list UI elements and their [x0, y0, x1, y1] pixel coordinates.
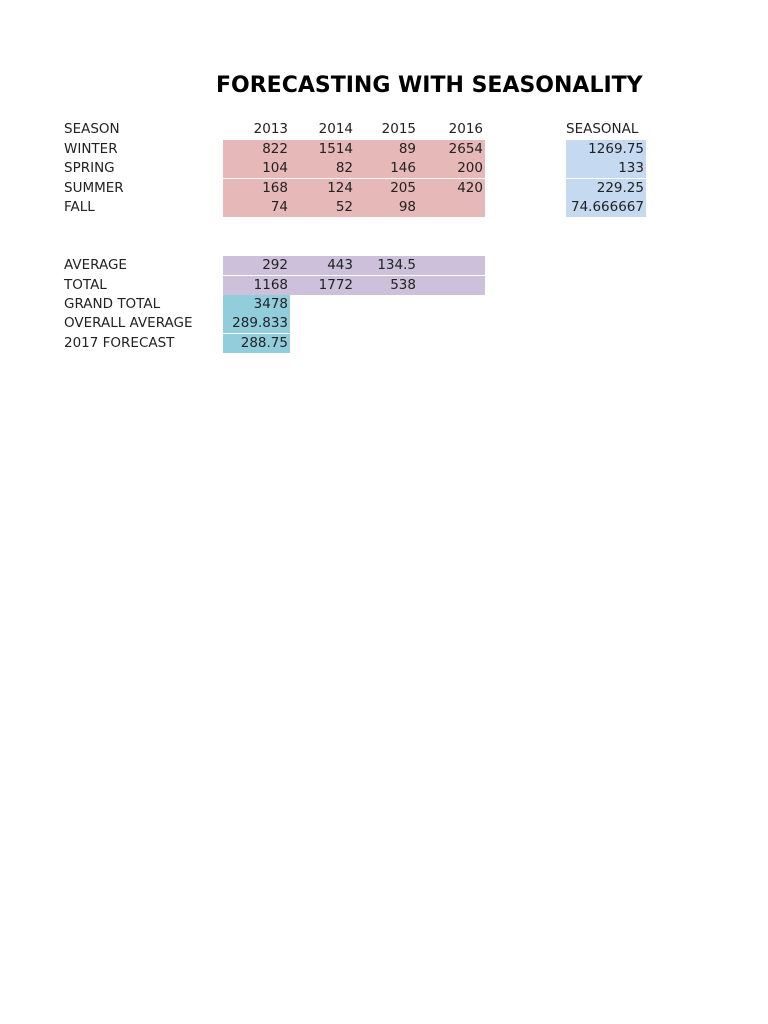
- cell-winter-seasonal[interactable]: 1269.75: [566, 140, 646, 159]
- row-label-total: TOTAL: [64, 276, 107, 293]
- header-year-2016: 2016: [448, 121, 483, 137]
- cell-average-2016[interactable]: [418, 256, 485, 275]
- row-label-average: AVERAGE: [64, 257, 127, 273]
- cell-total-2014[interactable]: 1772: [290, 276, 355, 295]
- cell-fall-2015[interactable]: 98: [355, 198, 418, 217]
- page-title: FORECASTING WITH SEASONALITY: [216, 73, 643, 98]
- cell-summer-2013[interactable]: 168: [223, 179, 290, 198]
- cell-average-2015[interactable]: 134.5: [355, 256, 418, 275]
- cell-fall-2013[interactable]: 74: [223, 198, 290, 217]
- cell-summer-2015[interactable]: 205: [355, 179, 418, 198]
- cell-total-2016[interactable]: [418, 276, 485, 295]
- cell-summer-2014[interactable]: 124: [290, 179, 355, 198]
- cell-total-2015[interactable]: 538: [355, 276, 418, 295]
- cell-winter-2014[interactable]: 1514: [290, 140, 355, 159]
- header-year-2015: 2015: [381, 121, 416, 137]
- cell-average-2013[interactable]: 292: [223, 256, 290, 275]
- cell-fall-seasonal[interactable]: 74.666667: [566, 198, 646, 217]
- cell-summer-seasonal[interactable]: 229.25: [566, 179, 646, 198]
- cell-forecast[interactable]: 288.75: [223, 334, 290, 353]
- row-label-spring: SPRING: [64, 160, 115, 176]
- row-label-grand-total: GRAND TOTAL: [64, 296, 161, 312]
- cell-average-2014[interactable]: 443: [290, 256, 355, 275]
- cell-fall-2016[interactable]: [418, 198, 485, 217]
- cell-spring-2014[interactable]: 82: [290, 159, 355, 178]
- row-label-fall: FALL: [64, 199, 95, 215]
- cell-overall-average[interactable]: 289.833: [223, 314, 290, 333]
- cell-grand-total[interactable]: 3478: [223, 295, 290, 314]
- header-year-2014: 2014: [318, 121, 353, 137]
- cell-spring-2013[interactable]: 104: [223, 159, 290, 178]
- header-seasonal: SEASONAL: [566, 121, 639, 137]
- row-label-summer: SUMMER: [64, 179, 124, 196]
- cell-winter-2016[interactable]: 2654: [418, 140, 485, 159]
- cell-spring-seasonal[interactable]: 133: [566, 159, 646, 178]
- cell-winter-2013[interactable]: 822: [223, 140, 290, 159]
- row-label-winter: WINTER: [64, 140, 118, 157]
- header-year-2013: 2013: [253, 121, 288, 137]
- cell-winter-2015[interactable]: 89: [355, 140, 418, 159]
- header-season: SEASON: [64, 121, 120, 137]
- cell-total-2013[interactable]: 1168: [223, 276, 290, 295]
- cell-spring-2016[interactable]: 200: [418, 159, 485, 178]
- cell-summer-2016[interactable]: 420: [418, 179, 485, 198]
- row-label-forecast: 2017 FORECAST: [64, 334, 175, 351]
- cell-fall-2014[interactable]: 52: [290, 198, 355, 217]
- row-label-overall-average: OVERALL AVERAGE: [64, 315, 193, 331]
- cell-spring-2015[interactable]: 146: [355, 159, 418, 178]
